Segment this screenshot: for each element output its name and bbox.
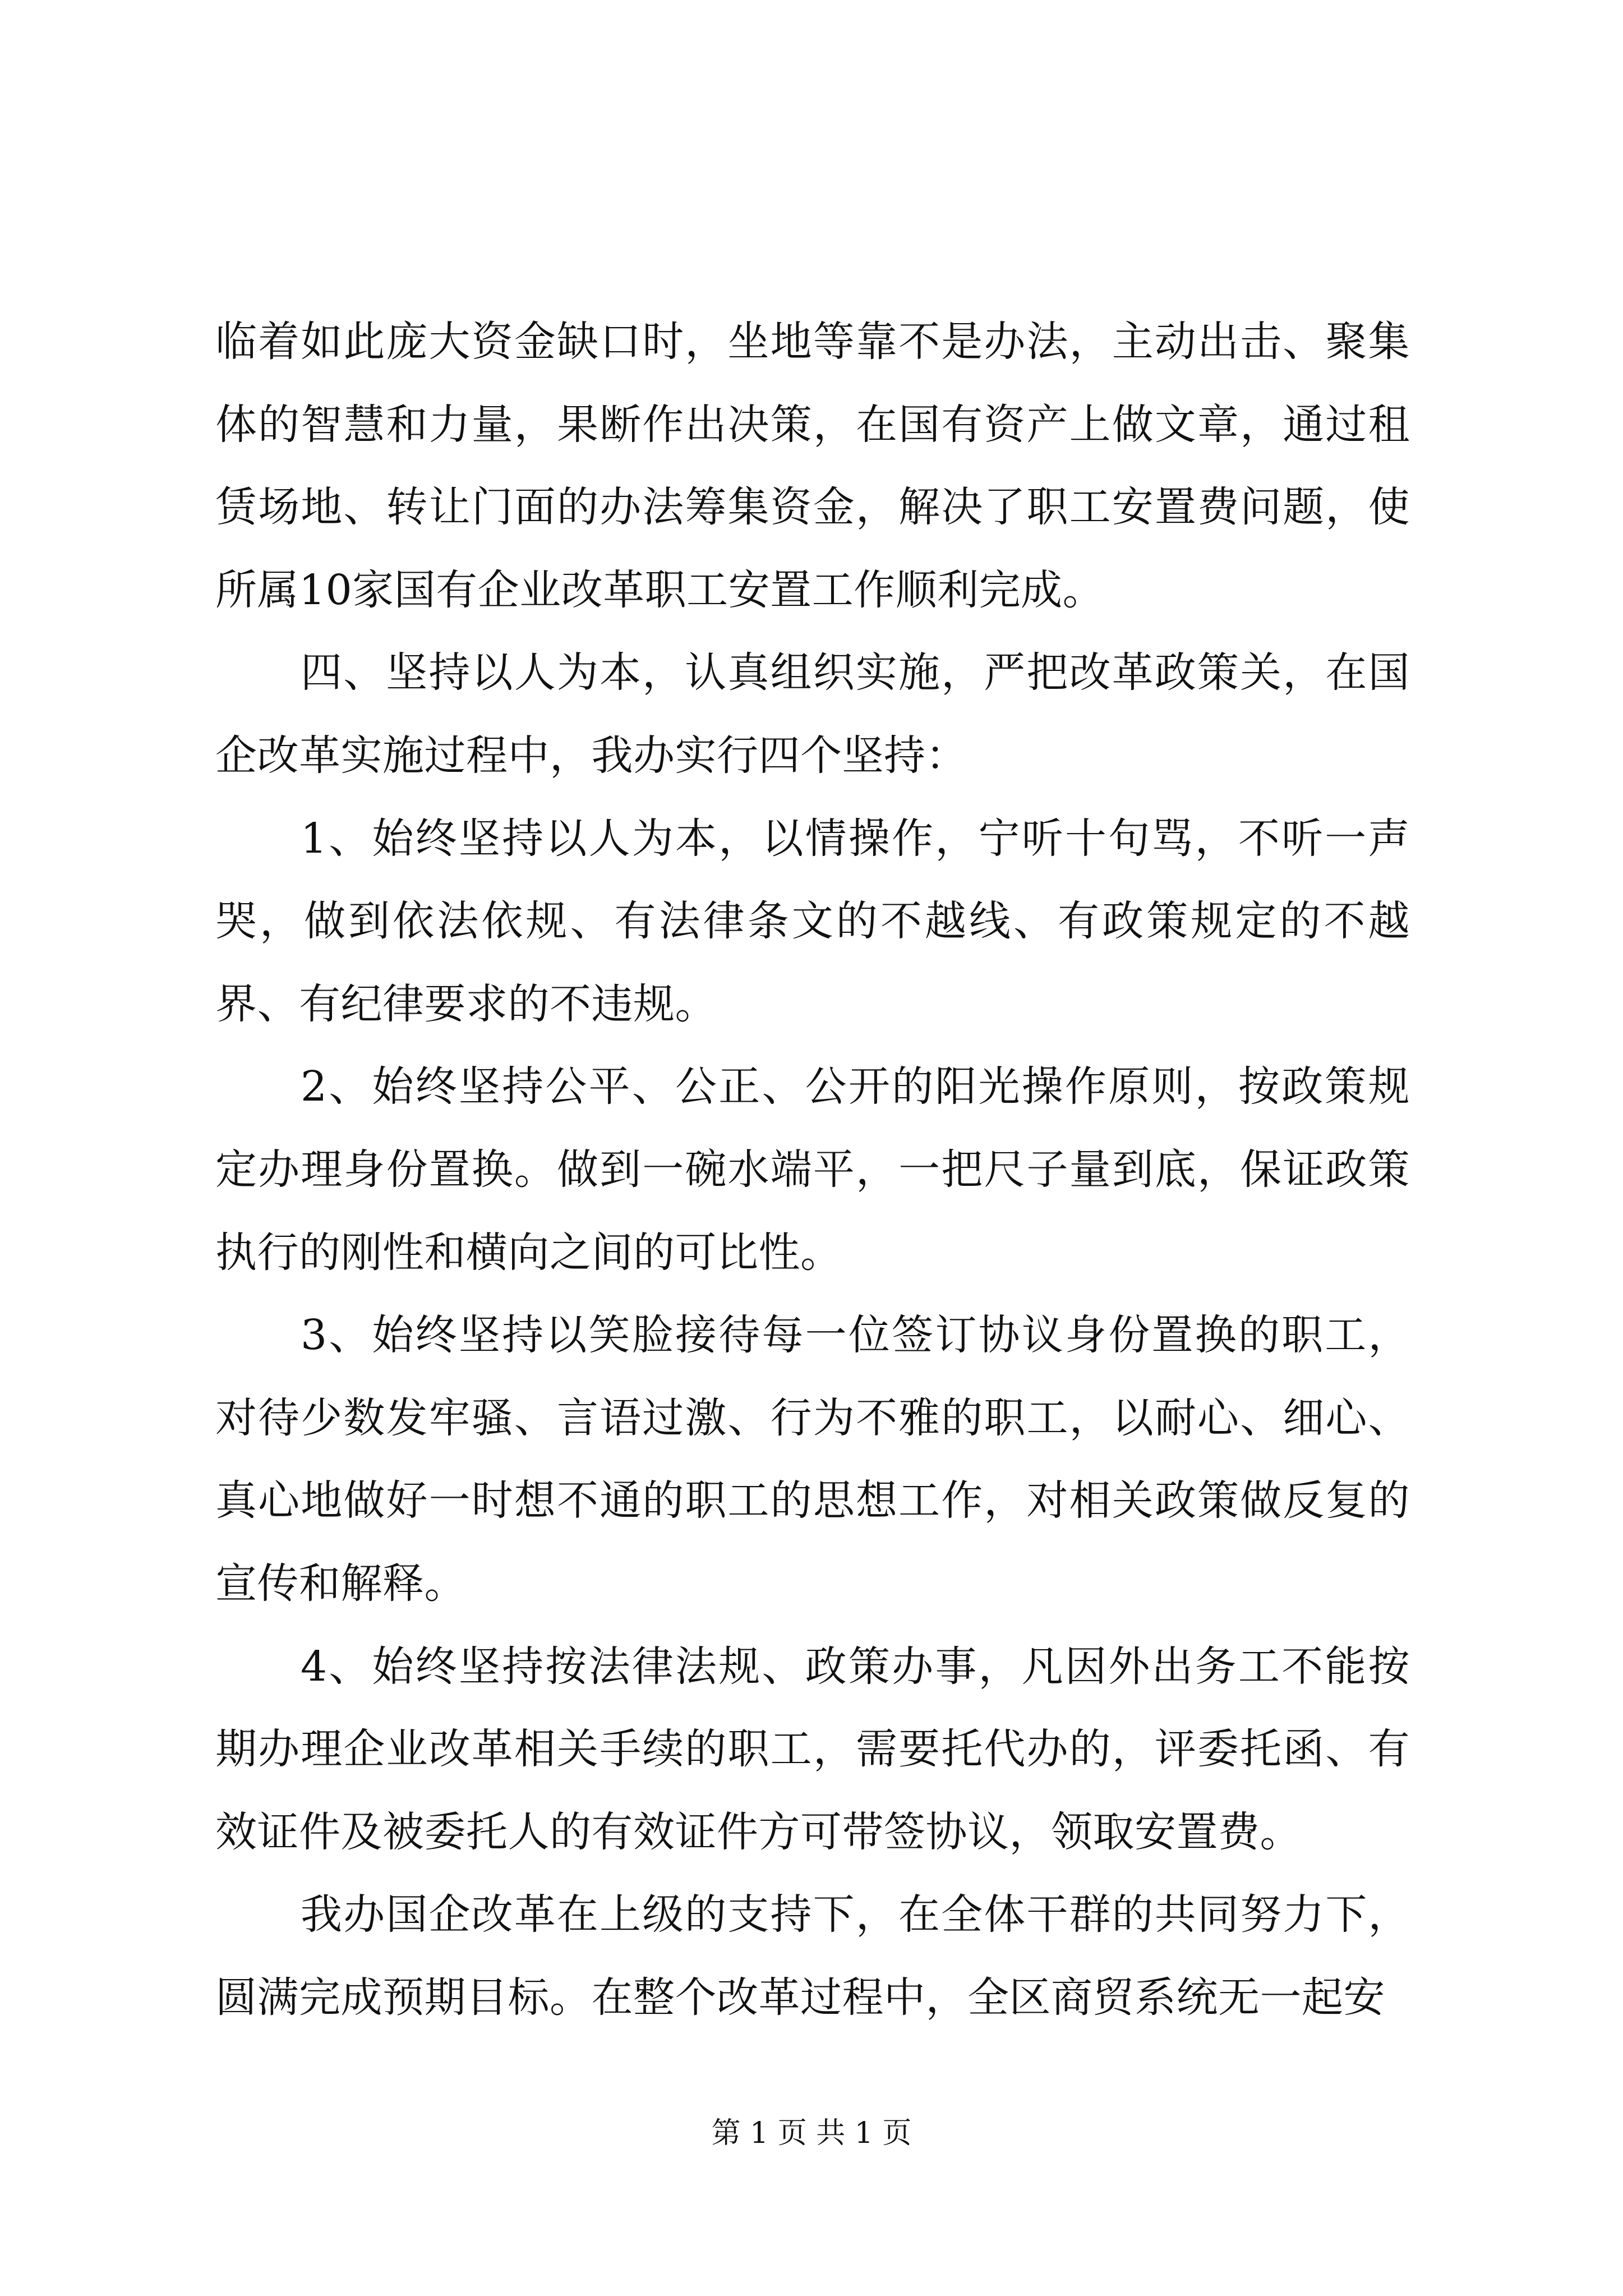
paragraph-summary: 我办国企改革在上级的支持下，在全体干群的共同努力下，圆满完成预期目标。在整个改革过程中，全区商贸系统无一起安 [215,1890,1410,2022]
paragraph-item-3: 3、始终坚持以笑脸接待每一位签订协议身份置换的职工，对待少数发牢骚、言语过激、行为不雅的职工，以耐心、细心、真心地做好一时想不通的职工的思想工作，对相关政策做反复的宣传和解释。 [215,1311,1410,1608]
paragraph-continuation: 临着如此庞大资金缺口时，坐地等靠不是办法，主动出击、聚集体的智慧和力量，果断作出决策，在国有资产上做文章，通过租赁场地、转让门面的办法筹集资金，解决了职工安置费问题，使所属10家国有企业改革职工安置工作顺利完成。 [215,318,1410,614]
page-number-indicator: 第 1 页 共 1 页 [711,2116,912,2150]
paragraph-item-2: 2、始终坚持公平、公正、公开的阳光操作原则，按政策规定办理身份置换。做到一碗水端平，一把尺子量到底，保证政策执行的刚性和横向之间的可比性。 [215,1062,1410,1277]
document-body [215,301,1410,2039]
paragraph-item-4: 4、始终坚持按法律法规、政策办事，凡因外出务工不能按期办理企业改革相关手续的职工，需要托代办的，评委托函、有效证件及被委托人的有效证件方可带签协议，领取安置费。 [215,1642,1410,1856]
paragraph-item-1: 1、始终坚持以人为本，以情操作，宁听十句骂，不听一声哭，做到依法依规、有法律条文的不越线、有政策规定的不越界、有纪律要求的不违规。 [215,814,1410,1028]
paragraph-section-four: 四、坚持以人为本，认真组织实施，严把改革政策关，在国企改革实施过程中，我办实行四个坚持： [215,648,1410,780]
page-footer [0,2114,1623,2153]
